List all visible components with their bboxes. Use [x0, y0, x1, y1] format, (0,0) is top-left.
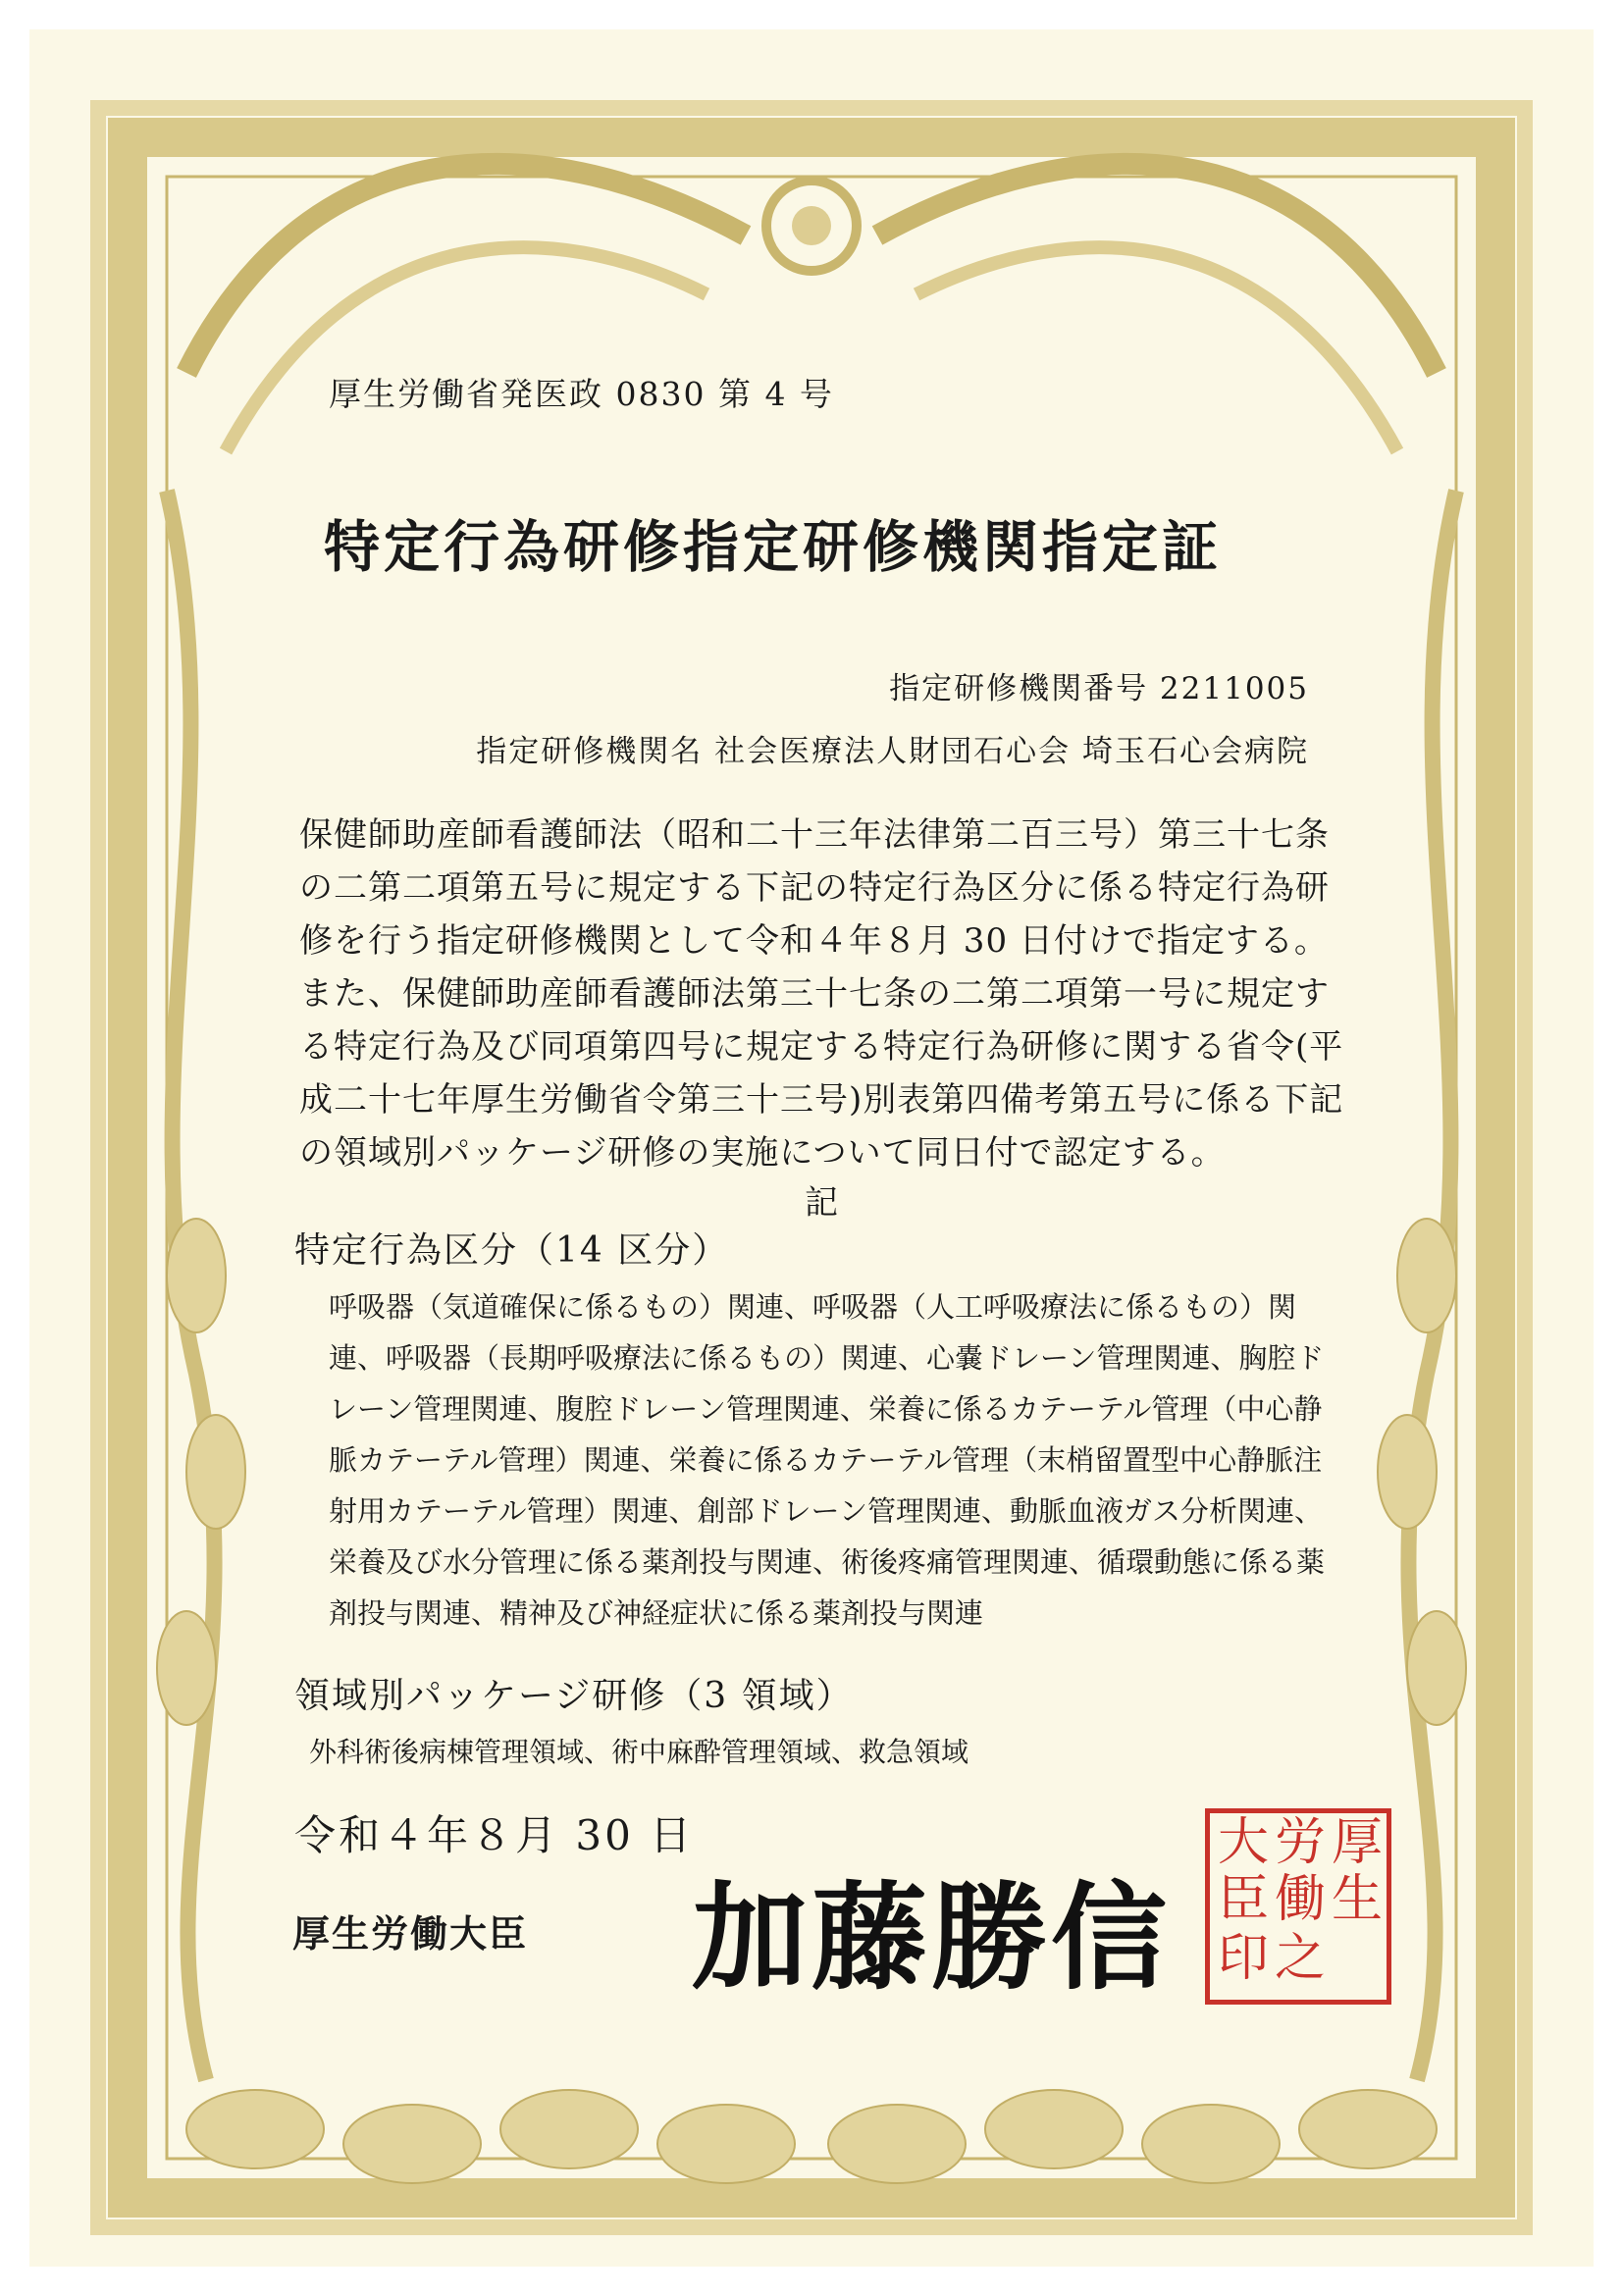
minister-title: 厚生労働大臣 [292, 1911, 529, 1956]
seal-char: 之 [1275, 1929, 1327, 1988]
document-number: 厚生労働省発医政 0830 第 4 号 [329, 375, 834, 413]
seal-char: 臣 [1218, 1870, 1270, 1929]
seal-char: 働 [1275, 1870, 1327, 1929]
official-seal [1205, 1808, 1391, 2005]
section-specified-acts-body: 呼吸器（気道確保に係るもの）関連、呼吸器（人工呼吸療法に係るもの）関連、呼吸器（長期呼吸療法に係るもの）関連、心嚢ドレーン管理関連、胸腔ドレーン管理関連、腹腔ドレーン管理関連、栄養に係るカテーテル管理（中心静脈カテーテル管理）関連、栄養に係るカテーテル管理（末梢留置型中心静脈注射用カテーテル管理）関連、創部ドレーン管理関連、動脈血液ガス分析関連、栄養及び水分管理に係る薬剤投与関連、術後疼痛管理関連、循環動態に係る薬剤投与関連、精神及び神経症状に係る薬剤投与関連 [329, 1290, 1326, 1630]
seal-char: 生 [1332, 1870, 1384, 1929]
institution-name: 指定研修機関名 社会医療法人財団石心会 埼玉石心会病院 [476, 734, 1309, 769]
designation-statement [299, 809, 1359, 1179]
seal-char: 労 [1275, 1813, 1327, 1872]
issue-date: 令和４年８月 30 日 [294, 1811, 695, 1859]
seal-char: 大 [1218, 1813, 1270, 1872]
ki-marker: 記 [805, 1183, 838, 1223]
certificate-title: 特定行為研修指定研修機関指定証 [324, 514, 1222, 580]
designation-statement-text: 保健師助産師看護師法（昭和二十三年法律第二百三号）第三十七条の二第二項第五号に規定する下記の特定行為区分に係る特定行為研修を行う指定研修機関として令和４年８月 30 日付けで指定する。また、保健師助産師看護師法第三十七条の二第二項第一号に規定する特定行為及び同項第四号に規定する特定行為研修に関する省令(平成二十七年厚生労働省令第三十三号)別表第四備考第五号に係る下記の領域別パッケージ研修の実施について同日付で認定する。 [299, 815, 1344, 1173]
seal-char: 厚 [1332, 1813, 1384, 1872]
section-package-training-heading: 領域別パッケージ研修（3 領域） [294, 1676, 854, 1716]
minister-signature: 加藤勝信 [692, 1869, 1172, 2006]
section-package-training-body: 外科術後病棟管理領域、術中麻酔管理領域、救急領域 [309, 1736, 969, 1768]
section-specified-acts-heading: 特定行為区分（14 区分） [294, 1230, 730, 1271]
seal-char: 印 [1218, 1929, 1270, 1988]
institution-number: 指定研修機関番号 2211005 [889, 671, 1309, 706]
